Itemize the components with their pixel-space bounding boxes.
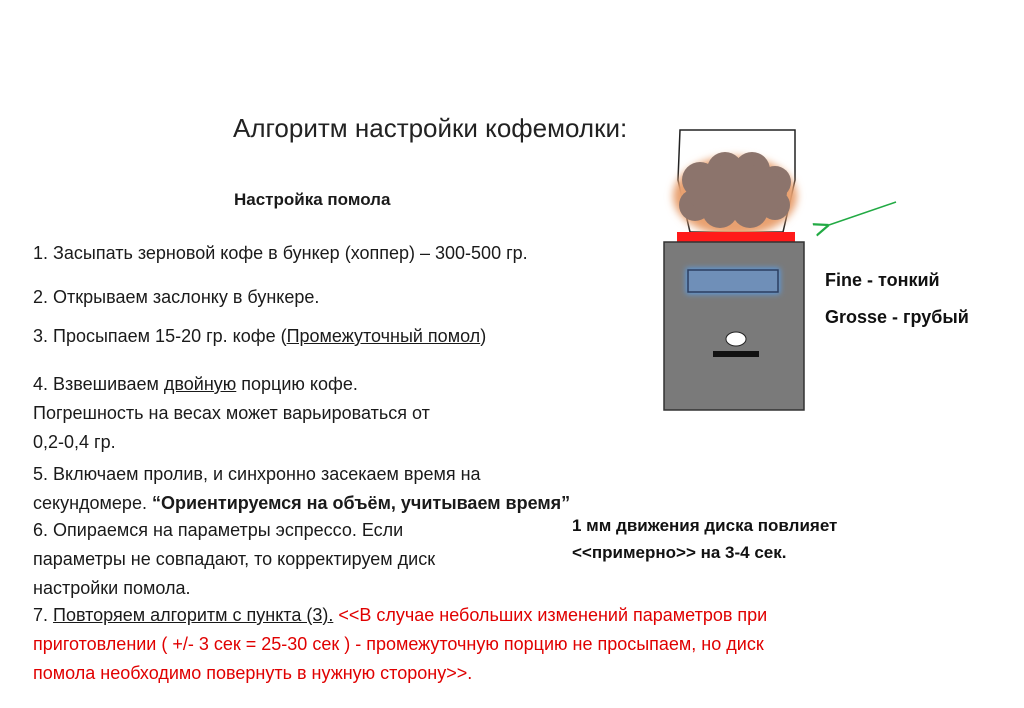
fine-label: Fine - тонкий (825, 270, 940, 290)
step-2: 2. Открываем заслонку в бункере. (33, 287, 320, 307)
step-7-red-1: <<В случае небольших изменений параметров при (333, 605, 768, 625)
disk-note-line-1: 1 мм движения диска повлияет (572, 516, 838, 535)
step-3-underlined: Промежуточный помол (286, 326, 481, 346)
step-3-text: 3. Просыпаем 15-20 гр. кофе ( (33, 326, 287, 346)
disk-note-line-2: <<примерно>> на 3-4 сек. (572, 543, 787, 562)
grinder-body (664, 242, 804, 410)
dispense-slot (713, 351, 759, 357)
arrow-icon (826, 202, 896, 226)
hopper-shutter (677, 232, 795, 242)
adjustment-window (688, 270, 778, 292)
step-3-close: ) (480, 326, 487, 346)
step-5-line-1: 5. Включаем пролив, и синхронно засекаем время на (33, 464, 481, 484)
step-5-bold: “Ориентируемся на объём, учитываем время” (151, 493, 571, 513)
adjustment-knob (726, 332, 746, 346)
step-4-line-3: 0,2-0,4 гр. (33, 432, 116, 452)
step-7-underlined: Повторяем алгоритм с пункта (3). (53, 605, 334, 625)
step-6-line-3: настройки помола. (33, 578, 191, 598)
step-6-line-2: параметры не совпадают, то корректируем диск (33, 549, 436, 569)
step-4-line-2: Погрешность на весах может варьироваться от (33, 403, 430, 423)
section-subtitle: Настройка помола (234, 190, 391, 209)
step-6-line-1: 6. Опираемся на параметры эспрессо. Если (33, 520, 404, 540)
grosse-label: Grosse - грубый (825, 307, 969, 327)
step-1: 1. Засыпать зерновой кофе в бункер (хоппер) – 300-500 гр. (33, 243, 528, 263)
page-title: Алгоритм настройки кофемолки: (233, 113, 628, 143)
step-7-line-1: 7. Повторяем алгоритм с пункта (3). <<В случае небольших изменений параметров при (33, 605, 768, 625)
step-5-line-2: секундомере. “Ориентируемся на объём, учитываем время” (33, 493, 571, 513)
step-7-red-3: помола необходимо повернуть в нужную сторону>>. (33, 663, 473, 683)
step-7-red-2: приготовлении ( +/- 3 сек = 25-30 сек ) - промежуточную порцию не просыпаем, но диск (33, 634, 764, 654)
step-4-underlined: двойную (163, 374, 237, 394)
step-4-line-1: 4. Взвешиваем двойную порцию кофе. (33, 374, 358, 394)
